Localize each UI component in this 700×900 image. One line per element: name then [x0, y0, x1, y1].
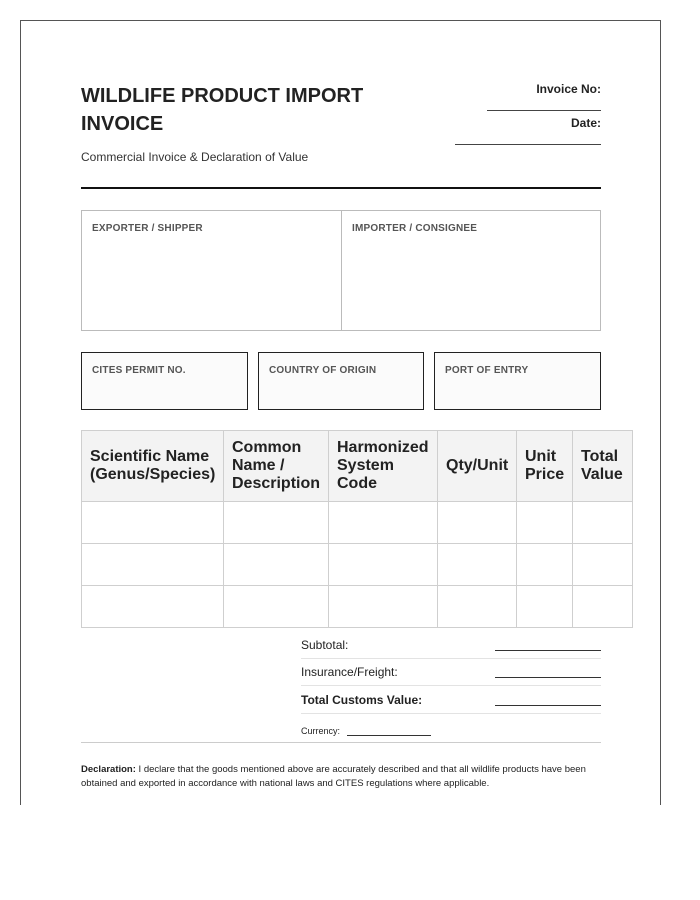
total-customs-value-row — [301, 687, 601, 714]
total-customs-value-label: Total Customs Value: — [301, 693, 423, 707]
items-table — [81, 430, 633, 628]
table-cell[interactable] — [573, 586, 633, 628]
column-header-hs-code: Harmonized System Code — [329, 431, 438, 502]
table-cell[interactable] — [573, 502, 633, 544]
table-cell[interactable] — [224, 544, 329, 586]
subtotal-row — [301, 632, 601, 659]
table-cell[interactable] — [82, 502, 224, 544]
header-divider — [81, 187, 601, 189]
exporter-label: EXPORTER / SHIPPER — [92, 223, 203, 234]
document-subtitle: Commercial Invoice & Declaration of Value — [81, 150, 309, 164]
column-header-common-name: Common Name / Description — [224, 431, 329, 502]
date-label: Date: — [570, 116, 601, 130]
column-header-scientific-name: Scientific Name (Genus/Species) — [82, 431, 224, 502]
table-cell[interactable] — [438, 586, 517, 628]
table-cell[interactable] — [329, 502, 438, 544]
table-cell[interactable] — [573, 544, 633, 586]
exporter-box[interactable] — [81, 210, 342, 331]
table-cell[interactable] — [438, 502, 517, 544]
column-header-qty-unit: Qty/Unit — [438, 431, 517, 502]
insurance-freight-label: Insurance/Freight: — [301, 665, 398, 679]
importer-label: IMPORTER / CONSIGNEE — [352, 223, 478, 234]
declaration-lead: Declaration: — [81, 764, 136, 775]
column-header-total-value: Total Value — [573, 431, 633, 502]
table-cell[interactable] — [224, 586, 329, 628]
table-header-row — [82, 431, 633, 502]
table-cell[interactable] — [82, 544, 224, 586]
table-row — [82, 502, 633, 544]
table-cell[interactable] — [224, 502, 329, 544]
table-cell[interactable] — [329, 544, 438, 586]
table-row — [82, 544, 633, 586]
table-cell[interactable] — [329, 586, 438, 628]
cites-permit-box[interactable] — [81, 352, 248, 410]
table-row — [82, 586, 633, 628]
country-of-origin-label: COUNTRY OF ORIGIN — [269, 365, 377, 376]
column-header-unit-price: Unit Price — [517, 431, 573, 502]
port-of-entry-label: PORT OF ENTRY — [445, 365, 529, 376]
declaration-text — [81, 763, 601, 791]
currency-field[interactable] — [347, 735, 431, 736]
subtotal-field[interactable] — [495, 650, 601, 651]
subtotal-label: Subtotal: — [301, 638, 349, 652]
country-of-origin-box[interactable] — [258, 352, 424, 410]
importer-box[interactable] — [341, 210, 601, 331]
insurance-freight-field[interactable] — [495, 677, 601, 678]
insurance-freight-row — [301, 659, 601, 686]
table-cell[interactable] — [517, 544, 573, 586]
total-customs-value-field[interactable] — [495, 705, 601, 706]
table-cell[interactable] — [517, 502, 573, 544]
invoice-number-field[interactable] — [487, 110, 601, 111]
currency-label: Currency: — [301, 726, 341, 736]
table-cell[interactable] — [82, 586, 224, 628]
table-cell[interactable] — [517, 586, 573, 628]
document-title: WILDLIFE PRODUCT IMPORT INVOICE — [81, 85, 364, 135]
declaration-body: I declare that the goods mentioned above are accurately described and that all wildlife products have been obtained and exported in accordance with national laws and CITES regulations where applicable. — [81, 764, 586, 789]
cites-permit-label: CITES PERMIT NO. — [92, 365, 186, 376]
footer-divider — [81, 742, 601, 743]
port-of-entry-box[interactable] — [434, 352, 601, 410]
invoice-number-label: Invoice No: — [536, 82, 601, 96]
table-cell[interactable] — [438, 544, 517, 586]
date-field[interactable] — [455, 144, 601, 145]
